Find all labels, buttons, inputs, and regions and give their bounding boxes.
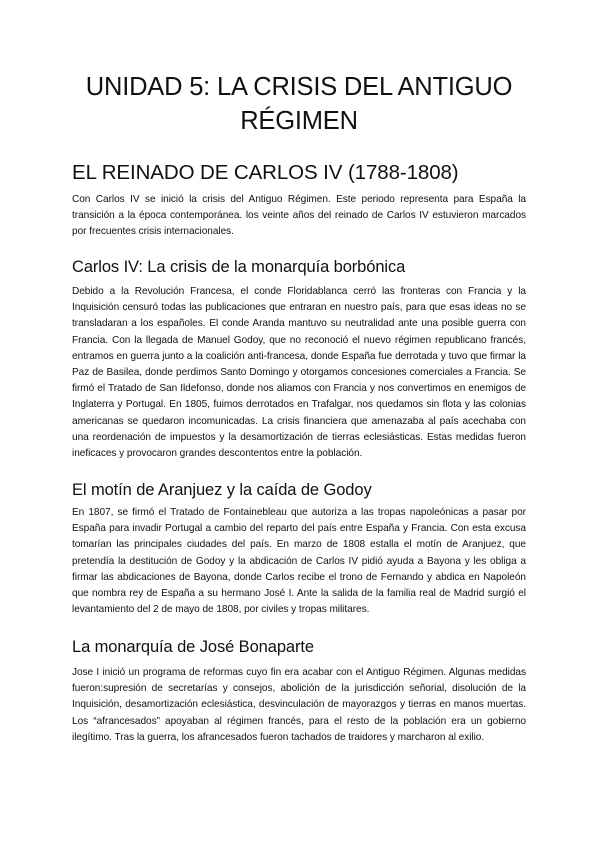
section-body-jose-bonaparte: Jose I inició un programa de reformas cuyo fin era acabar con el Antiguo Régimen. Algunas medidas fueron:supresión de secretarías y consejos, abolición de la jurisdicción señorial, disolución de la Inquisición, desamortización eclesiástica, desvinculación de mayorazgos y tierras en manos muertas. Los “afrancesados” apoyaban al régimen francés, para el resto de la población era un gobierno ilegítimo. Tras la guerra, los afrancesados fueron tachados de traidores y marcharon al exilio. (72, 667, 526, 743)
section-body-motin-aranjuez: En 1807, se firmó el Tratado de Fontainebleau que autoriza a las tropas napoleónicas a pasar por España para invadir Portugal a cambio del reparto del país entre España y Francia. Con esta excusa tomarían las principales ciudades del país. En marzo de 1808 estalla el motín de Aranjuez, que pretendía la destitución de Godoy y la abdicación de Carlos IV pidió ayuda a Bayona y les obliga a firmar las abdicaciones de Bayona, donde Carlos recibe el trono de Fernando y abdica en Napoleón que nombra rey de España a su hermano José I. Ante la salida de la familia real de Madrid surgió el levantamiento del 2 de mayo de 1808, por civiles y tropas militares. (72, 507, 526, 616)
section-heading-jose-bonaparte: La monarquía de José Bonaparte (72, 638, 314, 656)
section-heading-monarquia-borbonica: Carlos IV: La crisis de la monarquía borbónica (72, 258, 406, 276)
chapter-heading: EL REINADO DE CARLOS IV (1788-1808) (72, 161, 459, 184)
document-title: UNIDAD 5: LA CRISIS DEL ANTIGUO RÉGIMEN (85, 73, 513, 135)
section-body-monarquia-borbonica: Debido a la Revolución Francesa, el conde Floridablanca cerró las fronteras con Francia y la Inquisición censuró todas las publicaciones que entraran en nuestro país, para que esas ideas no se transladaran a los españoles. El conde Aranda mantuvo su neutralidad ante una posible guerra con Francia. Con la llegada de Manuel Godoy, que no reconoció el nuevo régimen republicano francés, entramos en guerra junto a la coalición anti-francesa, donde España fue derrotada y tuvo que firmar la Paz de Basilea, donde perdimos Santo Domingo y otorgamos concesiones comerciales a Francia. Se firmó el Tratado de San Ildefonso, donde nos aliamos con Francia y nos convertimos en enemigos de Inglaterra y Portugal. En 1805, fuimos derrotados en Trafalgar, nos quedamos sin flota y las colonias americanas se quedaron incomunicadas. La crisis financiera que amenazaba al país acechaba con una reordenación de impuestos y la desamortización de tierras eclesiásticas. Estas medidas fueron ineficaces y provocaron grandes descontentos entre la población. (72, 286, 526, 460)
section-heading-motin-aranjuez: El motín de Aranjuez y la caída de Godoy (72, 481, 372, 499)
intro-paragraph: Con Carlos IV se inició la crisis del Antiguo Régimen. Este periodo representa para España la transición a la época contemporánea. los veinte años del reinado de Carlos IV estuvieron marcados por frecuentes crisis internacionales. (72, 194, 526, 238)
